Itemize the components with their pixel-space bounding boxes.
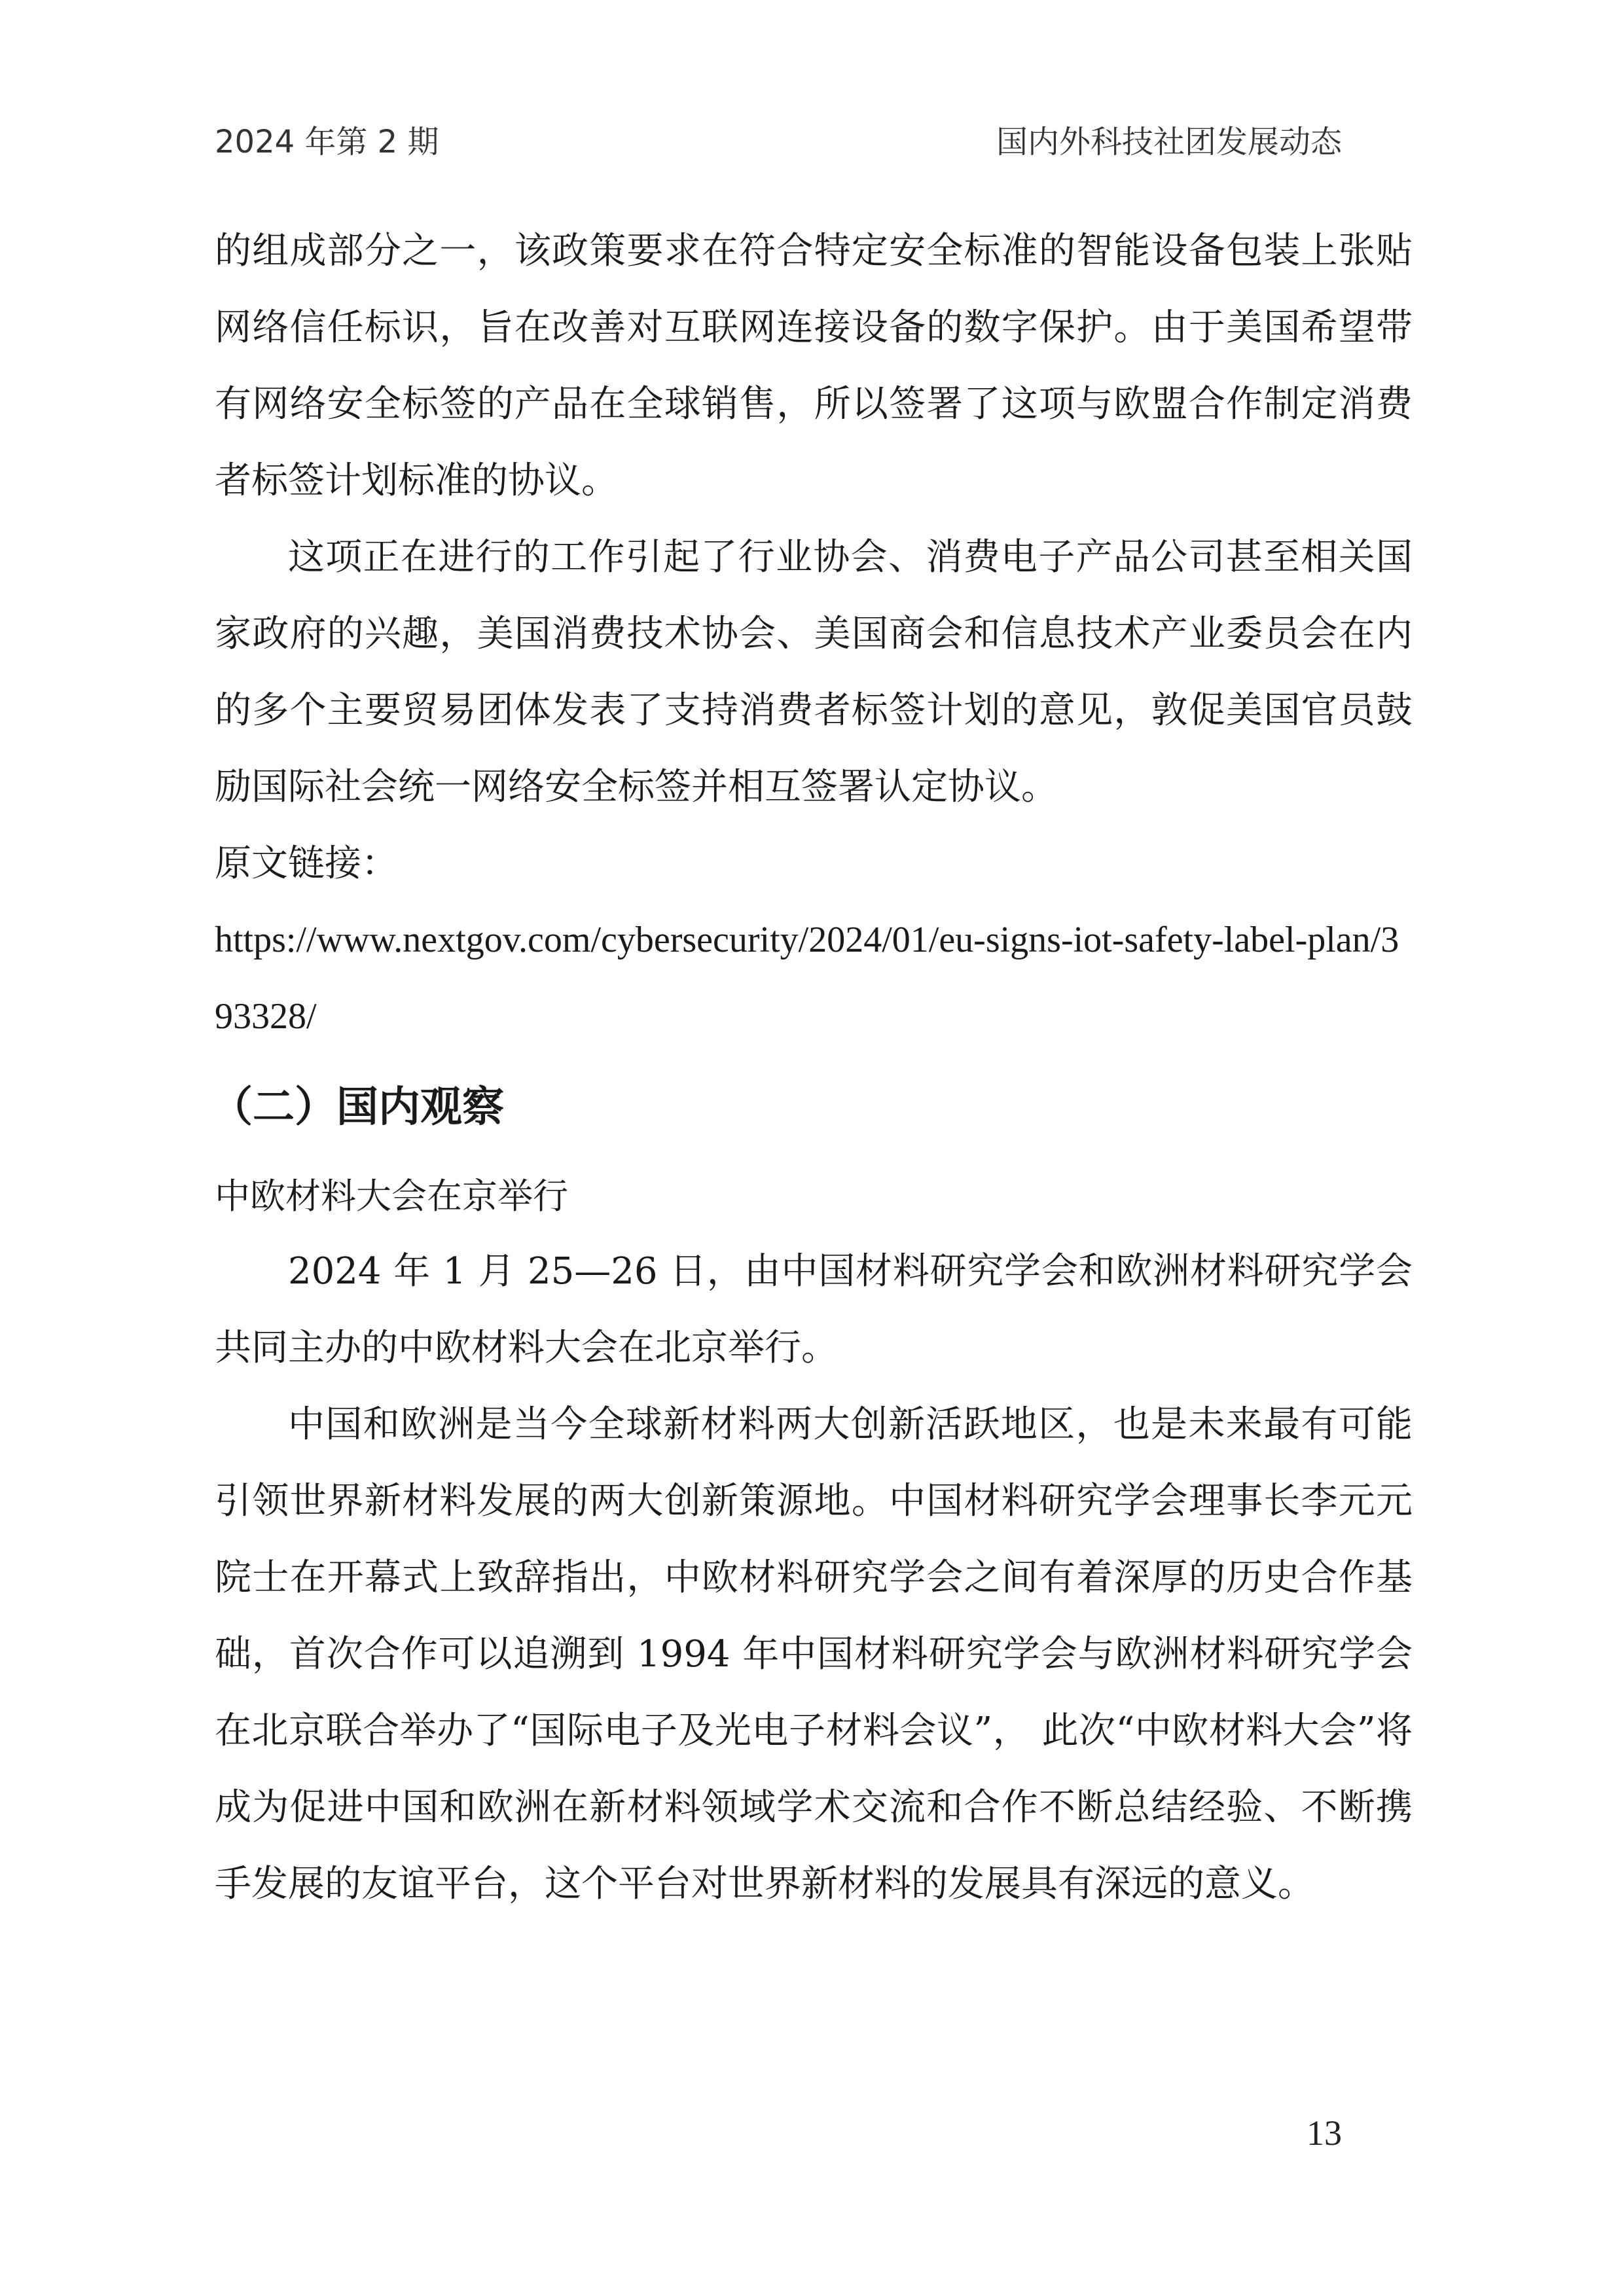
source-label: 原文链接： (215, 842, 398, 885)
issue-label: 2024 年第 2 期 (215, 124, 439, 160)
paragraph-continued: 的组成部分之一，该政策要求在符合特定安全标准的智能设备包装上张贴网络信任标识，旨在改善对互联网连接设备的数字保护。由于美国希望带有网络安全标签的产品在全球销售，所以签署了这项与欧盟合作制定消费者标签计划标准的协议。 (215, 230, 1413, 502)
publication-title: 国内外科技社团发展动态 (996, 124, 1342, 160)
paragraph: 中国和欧洲是当今全球新材料两大创新活跃地区，也是未来最有可能引领世界新材料发展的两大创新策源地。中国材料研究学会理事长李元元院士在开幕式上致辞指出，中欧材料研究学会之间有着深厚的历史合作基础，首次合作可以追溯到 1994 年中国材料研究学会与欧洲材料研究学会在北京联合举办了“国际电子及光电子材料会议”， 此次“中欧材料大会”将成为促进中国和欧洲在新材料领域学术交流和合作不断总结经验、不断携手发展的友谊平台，这个平台对世界新材料的发展具有深远的意义。 (215, 1403, 1413, 1905)
paragraph: 2024 年 1 月 25—26 日，由中国材料研究学会和欧洲材料研究学会共同主办的中欧材料大会在北京举行。 (215, 1250, 1413, 1369)
page-number: 13 (1307, 2113, 1342, 2153)
article-title: 中欧材料大会在京举行 (215, 1175, 568, 1217)
paragraph: 这项正在进行的工作引起了行业协会、消费电子产品公司甚至相关国家政府的兴趣，美国消费技术协会、美国商会和信息技术产业委员会在内的多个主要贸易团体发表了支持消费者标签计划的意见，敦促美国官员鼓励国际社会统一网络安全标签并相互签署认定协议。 (215, 536, 1413, 808)
running-header (215, 117, 1342, 162)
source-link[interactable]: https://www.nextgov.com/cybersecurity/2024/01/eu-signs-iot-safety-label-plan/393328/ (215, 920, 1399, 1037)
article-body (211, 213, 1413, 1922)
section-heading: （二）国内观察 (211, 1083, 504, 1132)
